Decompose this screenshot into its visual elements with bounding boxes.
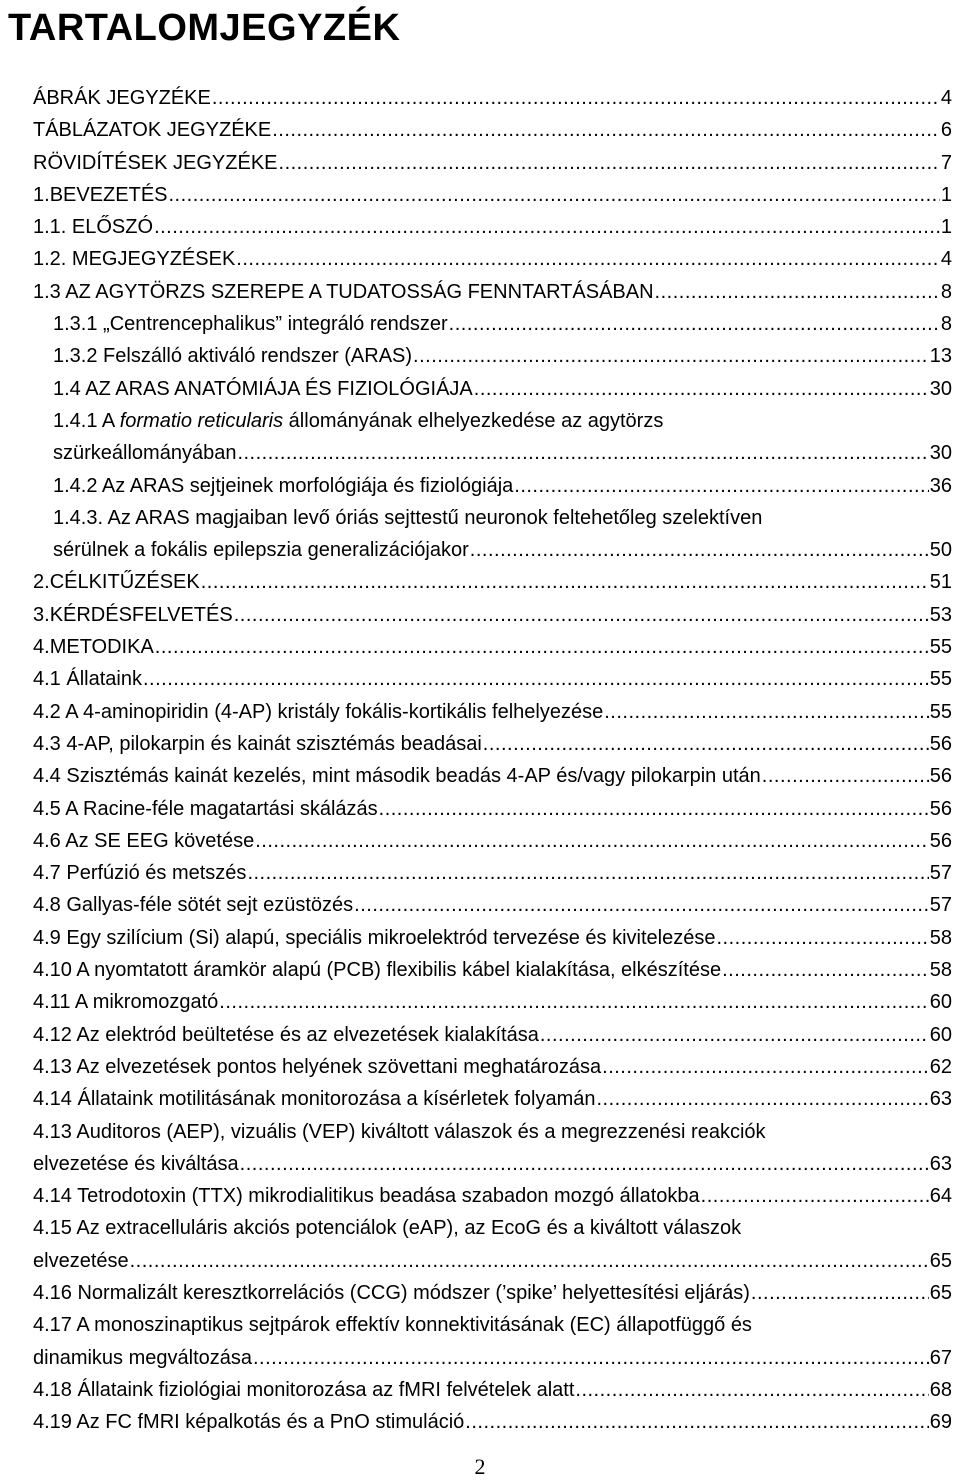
- dot-leader: [449, 308, 940, 340]
- toc-entry-text: 4.16 Normalizált keresztkorrelációs (CCG) módszer (’spike’ helyettesítési eljárás): [33, 1281, 750, 1304]
- toc-entry[interactable]: [0, 889, 960, 921]
- toc-entry-text: TÁBLÁZATOK JEGYZÉKE: [33, 119, 272, 142]
- toc-page-number: 69: [929, 1411, 952, 1434]
- toc-entry-text: KÉRDÉSFELVETÉS: [49, 603, 233, 626]
- dot-leader: [130, 1245, 929, 1277]
- dot-leader: [474, 373, 929, 405]
- toc-entry-text: 1.2. MEGJEGYZÉSEK: [33, 248, 236, 271]
- dot-leader: [240, 1148, 929, 1180]
- toc-page-number: 58: [929, 959, 952, 982]
- toc-page-number: 8: [940, 280, 952, 303]
- table-of-contents: [0, 82, 960, 1438]
- toc-page-number: 62: [929, 1055, 952, 1078]
- toc-entry[interactable]: [0, 470, 960, 502]
- toc-entry-text: 1.4 AZ ARAS ANATÓMIÁJA ÉS FIZIOLÓGIÁJA: [53, 377, 473, 400]
- toc-entry[interactable]: [0, 147, 960, 179]
- toc-entry-text: 4.5 A Racine-féle magatartási skálázás: [33, 797, 378, 820]
- toc-entry[interactable]: [0, 922, 960, 954]
- toc-page-number: 7: [940, 151, 952, 174]
- toc-page-number: 60: [929, 991, 952, 1014]
- toc-entry[interactable]: [0, 696, 960, 728]
- dot-leader: [143, 663, 929, 695]
- toc-entry-text: 4.8 Gallyas-féle sötét sejt ezüstözés: [33, 894, 354, 917]
- dot-leader: [722, 954, 929, 986]
- page-title: TARTALOMJEGYZÉK: [8, 7, 401, 49]
- toc-page-number: 8: [940, 313, 952, 336]
- toc-entry-text: 1.4.2 Az ARAS sejtjeinek morfológiája és fiziológiája: [53, 474, 514, 497]
- toc-page-number: 57: [929, 894, 952, 917]
- dot-leader: [514, 470, 928, 502]
- toc-entry-text: CÉLKITŰZÉSEK: [49, 571, 200, 594]
- toc-page-number: 50: [929, 539, 952, 562]
- dot-leader: [751, 1277, 929, 1309]
- toc-entry-first-line: 1.4.3. Az ARAS magjaiban levő óriás sejttestű neuronok feltehetőleg szelektíven: [53, 506, 763, 529]
- toc-page-number: 36: [929, 474, 952, 497]
- toc-entry[interactable]: [0, 211, 960, 243]
- toc-page-number: 65: [929, 1281, 952, 1304]
- dot-leader: [354, 889, 929, 921]
- toc-entry[interactable]: [0, 1083, 960, 1115]
- dot-leader: [279, 147, 940, 179]
- toc-section-number: 3.: [33, 603, 50, 626]
- toc-entry-multiline[interactable]: [0, 1309, 960, 1374]
- toc-entry-text: 4.9 Egy szilícium (Si) alapú, speciális mikroelektród tervezése és kivitelezése: [33, 926, 716, 949]
- dot-leader: [154, 211, 940, 243]
- dot-leader: [247, 857, 928, 889]
- toc-entry[interactable]: [0, 1406, 960, 1438]
- toc-entry[interactable]: [0, 373, 960, 405]
- toc-page-number: 56: [929, 829, 952, 852]
- dot-leader: [155, 631, 929, 663]
- toc-entry[interactable]: [0, 114, 960, 146]
- dot-leader: [470, 534, 929, 566]
- toc-entry-text: dinamikus megváltozása: [33, 1346, 252, 1369]
- toc-entry-text: 4.19 Az FC fMRI képalkotás és a PnO stimuláció: [33, 1411, 465, 1434]
- italic-term: formatio reticularis: [119, 409, 284, 432]
- toc-entry[interactable]: [0, 1051, 960, 1083]
- toc-page-number: 13: [929, 345, 952, 368]
- toc-entry-text: 1.3 AZ AGYTÖRZS SZEREPE A TUDATOSSÁG FENNTARTÁSÁBAN: [33, 280, 654, 303]
- dot-leader: [237, 437, 928, 469]
- toc-entry[interactable]: [0, 986, 960, 1018]
- dot-leader: [483, 728, 929, 760]
- toc-entry-first-line: 4.17 A monoszinaptikus sejtpárok effektív konnektivitásának (EC) állapotfüggő és: [33, 1314, 752, 1337]
- toc-entry-first-line: 4.13 Auditoros (AEP), vizuális (VEP) kiváltott válaszok és a megrezzenési reakciók: [33, 1120, 766, 1143]
- toc-entry-text: 1.3.2 Felszálló aktiváló rendszer (ARAS): [53, 345, 413, 368]
- toc-page-number: 6: [940, 119, 952, 142]
- toc-entry-text: BEVEZETÉS: [49, 183, 168, 206]
- toc-entry-text: 4.7 Perfúzió és metszés: [33, 862, 247, 885]
- toc-page-number: 30: [929, 377, 952, 400]
- toc-entry-text: elvezetése: [33, 1249, 129, 1272]
- toc-entry-text: METODIKA: [49, 636, 154, 659]
- toc-entry[interactable]: [0, 663, 960, 695]
- toc-entry-text: 4.3 4-AP, pilokarpin és kainát szisztémás beadásai: [33, 732, 482, 755]
- toc-entry: [0, 1342, 960, 1374]
- dot-leader: [602, 1051, 929, 1083]
- toc-page-number: 1: [940, 216, 952, 239]
- toc-section-number: 2.: [33, 571, 50, 594]
- toc-entry[interactable]: [0, 276, 960, 308]
- toc-entry-text: 1.3.1 „Centrencephalikus” integráló rendszer: [53, 313, 448, 336]
- toc-entry-text: ÁBRÁK JEGYZÉKE: [33, 87, 211, 109]
- toc-entry[interactable]: [0, 760, 960, 792]
- toc-page-number: 57: [929, 862, 952, 885]
- toc-entry: [0, 437, 960, 469]
- toc-entry-multiline[interactable]: [0, 1212, 960, 1277]
- toc-entry[interactable]: [0, 631, 960, 663]
- toc-entry: [0, 534, 960, 566]
- toc-entry-text: 4.11 A mikromozgató: [33, 991, 219, 1014]
- toc-entry[interactable]: [0, 179, 960, 211]
- dot-leader: [604, 696, 929, 728]
- dot-leader: [413, 340, 929, 372]
- toc-entry-text: szürkeállományában: [53, 442, 237, 465]
- toc-entry[interactable]: [0, 793, 960, 825]
- dot-leader: [201, 566, 929, 598]
- toc-entry-first-line: 4.15 Az extracelluláris akciós potenciálok (eAP), az EcoG és a kiváltott válaszok: [33, 1217, 742, 1240]
- dot-leader: [379, 793, 929, 825]
- dot-leader: [575, 1374, 928, 1406]
- toc-section-number: 1.: [33, 183, 50, 206]
- toc-page-number: 67: [929, 1346, 952, 1369]
- dot-leader: [169, 179, 940, 211]
- dot-leader: [540, 1019, 929, 1051]
- toc-entry[interactable]: [0, 1374, 960, 1406]
- toc-entry-text: 4.13 Az elvezetések pontos helyének szövettani meghatározása: [33, 1055, 602, 1078]
- toc-entry[interactable]: [0, 954, 960, 986]
- toc-page-number: 63: [929, 1152, 952, 1175]
- toc-page-number: 4: [940, 248, 952, 271]
- toc-entry-text: elvezetése és kiváltása: [33, 1152, 239, 1175]
- toc-entry-text: 4.4 Szisztémás kainát kezelés, mint második beadás 4-AP és/vagy pilokarpin után: [33, 765, 761, 788]
- toc-entry-text: 4.12 Az elektród beültetése és az elvezetések kialakítása: [33, 1023, 539, 1046]
- toc-entry-multiline[interactable]: [0, 502, 960, 567]
- toc-page-number: 68: [929, 1378, 952, 1401]
- toc-entry[interactable]: [0, 1277, 960, 1309]
- toc-entry[interactable]: [0, 857, 960, 889]
- toc-entry[interactable]: [0, 1180, 960, 1212]
- dot-leader: [597, 1083, 929, 1115]
- toc-page-number: 58: [929, 926, 952, 949]
- toc-entry-text: 4.14 Állataink motilitásának monitorozása a kísérletek folyamán: [33, 1088, 596, 1111]
- toc-entry[interactable]: [0, 308, 960, 340]
- toc-entry-text: 4.2 A 4-aminopiridin (4-AP) kristály fokális-kortikális felhelyezése: [33, 700, 604, 723]
- toc-entry-first-line: 1.4.1 A formatio reticularis állományának elhelyezkedése az agytörzs: [53, 409, 664, 432]
- toc-entry-multiline[interactable]: [0, 405, 960, 470]
- toc-section-number: 4.: [33, 636, 50, 659]
- dot-leader: [219, 986, 928, 1018]
- dot-leader: [465, 1406, 928, 1438]
- toc-page-number: 51: [929, 571, 952, 594]
- toc-page-number: 55: [929, 668, 952, 691]
- dot-leader: [701, 1180, 929, 1212]
- dot-leader: [655, 276, 940, 308]
- toc-entry: [0, 1148, 960, 1180]
- toc-entry[interactable]: [0, 340, 960, 372]
- toc-page-number: 4: [940, 87, 952, 109]
- toc-entry[interactable]: [0, 1019, 960, 1051]
- dot-leader: [762, 760, 929, 792]
- page-number-footer: 2: [474, 1454, 486, 1479]
- dot-leader: [717, 922, 929, 954]
- toc-entry-multiline[interactable]: [0, 1116, 960, 1181]
- toc-entry[interactable]: [0, 82, 960, 114]
- toc-entry[interactable]: [0, 825, 960, 857]
- toc-entry-text: RÖVIDÍTÉSEK JEGYZÉKE: [33, 151, 278, 174]
- dot-leader: [255, 825, 929, 857]
- toc-entry-text: 4.1 Állataink: [33, 668, 142, 691]
- toc-page-number: 56: [929, 732, 952, 755]
- toc-page-number: 55: [929, 636, 952, 659]
- toc-page-number: 55: [929, 700, 952, 723]
- toc-page-number: 56: [929, 765, 952, 788]
- dot-leader: [234, 599, 929, 631]
- dot-leader: [253, 1342, 929, 1374]
- toc-page-number: 63: [929, 1088, 952, 1111]
- toc-page-number: 64: [929, 1185, 952, 1208]
- toc-entry[interactable]: [0, 243, 960, 275]
- toc-page-number: 65: [929, 1249, 952, 1272]
- toc-entry-text: 4.18 Állataink fiziológiai monitorozása az fMRI felvételek alatt: [33, 1378, 575, 1401]
- dot-leader: [272, 114, 940, 146]
- toc-page-number: 1: [940, 183, 952, 206]
- dot-leader: [236, 243, 940, 275]
- toc-entry-text: sérülnek a fokális epilepszia generalizációjakor: [53, 539, 469, 562]
- toc-entry-text: 4.6 Az SE EEG követése: [33, 829, 255, 852]
- toc-entry[interactable]: [0, 599, 960, 631]
- toc-entry-text: 4.10 A nyomtatott áramkör alapú (PCB) flexibilis kábel kialakítása, elkészítése: [33, 959, 722, 982]
- toc-entry-text: 4.14 Tetrodotoxin (TTX) mikrodialitikus beadása szabadon mozgó állatokba: [33, 1185, 700, 1208]
- toc-page-number: 53: [929, 603, 952, 626]
- toc-entry[interactable]: [0, 728, 960, 760]
- toc-entry: [0, 1245, 960, 1277]
- toc-entry[interactable]: [0, 566, 960, 598]
- toc-page-number: 30: [929, 442, 952, 465]
- dot-leader: [212, 82, 940, 114]
- toc-page-number: 60: [929, 1023, 952, 1046]
- toc-page-number: 56: [929, 797, 952, 820]
- toc-entry-text: 1.1. ELŐSZÓ: [33, 216, 154, 239]
